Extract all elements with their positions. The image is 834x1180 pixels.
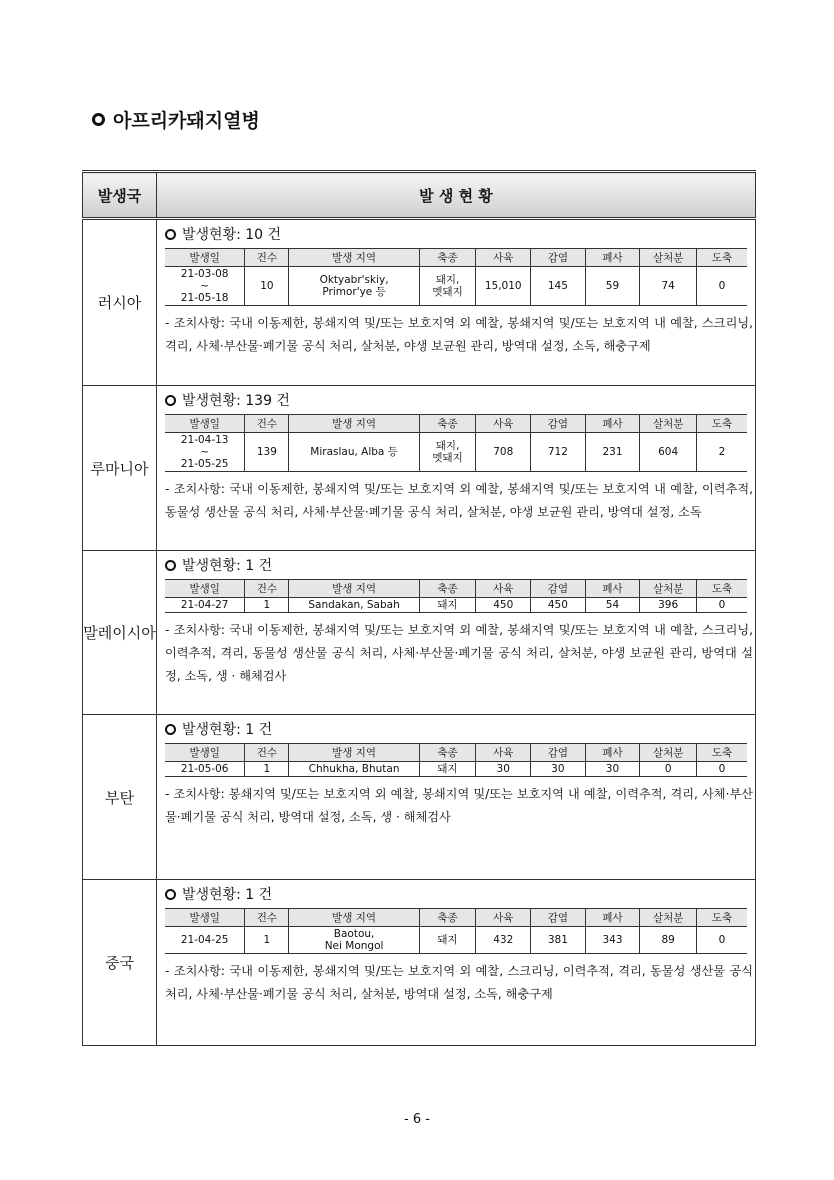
column-header: 폐사 bbox=[585, 580, 640, 598]
table-cell: 708 bbox=[476, 433, 531, 472]
column-header: 축종 bbox=[419, 580, 476, 598]
column-header: 감염 bbox=[531, 249, 586, 267]
table-cell: 145 bbox=[531, 267, 586, 306]
status-line bbox=[165, 884, 755, 904]
circle-bullet-icon bbox=[165, 889, 176, 900]
table-cell: 59 bbox=[585, 267, 640, 306]
measures-text: - 조치사항: 국내 이동제한, 봉쇄지역 및/또는 보호지역 외 예찰, 스크리닝, 이력추적, 격리, 동물성 생산물 공식 처리, 사체·부산물·폐기물 공식 처리, 살처분, 방역대 설정, 소독, 해충구제 bbox=[165, 964, 753, 1002]
table-cell: 432 bbox=[476, 927, 531, 954]
table-cell: 343 bbox=[585, 927, 640, 954]
column-header: 건수 bbox=[245, 415, 289, 433]
column-header: 도축 bbox=[697, 415, 747, 433]
column-header: 사육 bbox=[476, 249, 531, 267]
country-name: 말레이시아 bbox=[83, 551, 157, 715]
table-cell: 돼지 bbox=[419, 762, 476, 777]
outbreak-detail-table bbox=[165, 743, 747, 777]
country-row bbox=[83, 715, 756, 880]
measures-text: - 조치사항: 국내 이동제한, 봉쇄지역 및/또는 보호지역 외 예찰, 봉쇄지역 및/또는 보호지역 내 예찰, 스크리닝, 격리, 사체·부산물·폐기물 공식 처리, 살처분, 야생 보균원 관리, 방역대 설정, 소독, 해충구제 bbox=[165, 316, 753, 354]
country-row bbox=[83, 386, 756, 551]
table-header bbox=[83, 172, 756, 219]
header-status: 발 생 현 황 bbox=[157, 172, 756, 219]
table-cell: 712 bbox=[531, 433, 586, 472]
country-name: 루마니아 bbox=[83, 386, 157, 551]
table-cell: 돼지, 멧돼지 bbox=[419, 267, 476, 306]
header-country: 발생국 bbox=[83, 172, 157, 219]
column-header: 폐사 bbox=[585, 744, 640, 762]
table-cell: 89 bbox=[640, 927, 697, 954]
table-cell: Baotou, Nei Mongol bbox=[289, 927, 419, 954]
table-cell: 74 bbox=[640, 267, 697, 306]
column-header: 축종 bbox=[419, 744, 476, 762]
column-header: 발생일 bbox=[165, 415, 245, 433]
table-cell: 54 bbox=[585, 598, 640, 613]
status-cell bbox=[157, 386, 756, 551]
column-header: 축종 bbox=[419, 249, 476, 267]
column-header: 감염 bbox=[531, 909, 586, 927]
status-text: 발생현황: 1 건 bbox=[182, 887, 273, 903]
table-cell: 1 bbox=[245, 762, 289, 777]
column-header: 폐사 bbox=[585, 249, 640, 267]
status-line bbox=[165, 719, 755, 739]
status-cell bbox=[157, 551, 756, 715]
circle-bullet-icon bbox=[165, 724, 176, 735]
column-header: 건수 bbox=[245, 744, 289, 762]
status-cell bbox=[157, 219, 756, 386]
table-cell: 396 bbox=[640, 598, 697, 613]
table-cell: 돼지 bbox=[419, 598, 476, 613]
column-header: 살처분 bbox=[640, 415, 697, 433]
column-header: 폐사 bbox=[585, 415, 640, 433]
table-cell: 21-04-13 ~ 21-05-25 bbox=[165, 433, 245, 472]
column-header: 발생일 bbox=[165, 580, 245, 598]
column-header: 살처분 bbox=[640, 909, 697, 927]
status-text: 발생현황: 1 건 bbox=[182, 722, 273, 738]
column-header: 발생 지역 bbox=[289, 415, 419, 433]
column-header: 축종 bbox=[419, 415, 476, 433]
column-header: 감염 bbox=[531, 744, 586, 762]
measures-text: - 조치사항: 국내 이동제한, 봉쇄지역 및/또는 보호지역 외 예찰, 봉쇄지역 및/또는 보호지역 내 예찰, 스크리닝, 이력추적, 격리, 동물성 생산물 공식 처리, 사체·부산물·폐기물 공식 처리, 살처분, 야생 보균원 관리, 방역대 설정, 소독, 생 · 해체검사 bbox=[165, 623, 753, 684]
column-header: 폐사 bbox=[585, 909, 640, 927]
column-header: 도축 bbox=[697, 580, 747, 598]
table-cell: 0 bbox=[697, 927, 747, 954]
column-header: 살처분 bbox=[640, 249, 697, 267]
outbreak-table bbox=[82, 170, 756, 1046]
table-cell: 450 bbox=[531, 598, 586, 613]
page-number: - 6 - bbox=[404, 1112, 430, 1127]
column-header: 도축 bbox=[697, 909, 747, 927]
status-text: 발생현황: 139 건 bbox=[182, 393, 290, 409]
table-cell: 0 bbox=[697, 762, 747, 777]
table-cell: 0 bbox=[697, 267, 747, 306]
column-header: 발생 지역 bbox=[289, 909, 419, 927]
country-name: 중국 bbox=[83, 880, 157, 1046]
table-cell: 231 bbox=[585, 433, 640, 472]
table-cell: 0 bbox=[697, 598, 747, 613]
country-row bbox=[83, 551, 756, 715]
column-header: 도축 bbox=[697, 744, 747, 762]
column-header: 살처분 bbox=[640, 744, 697, 762]
measures-text: - 조치사항: 국내 이동제한, 봉쇄지역 및/또는 보호지역 외 예찰, 봉쇄지역 및/또는 보호지역 내 예찰, 이력추적, 동물성 생산물 공식 처리, 사체·부산물·폐기물 공식 처리, 살처분, 야생 보균원 관리, 방역대 설정, 소독 bbox=[165, 482, 753, 520]
table-cell: 15,010 bbox=[476, 267, 531, 306]
table-cell: 10 bbox=[245, 267, 289, 306]
column-header: 사육 bbox=[476, 909, 531, 927]
circle-bullet-icon bbox=[165, 560, 176, 571]
circle-bullet-icon bbox=[165, 395, 176, 406]
country-name: 부탄 bbox=[83, 715, 157, 880]
column-header: 사육 bbox=[476, 580, 531, 598]
outbreak-detail-table bbox=[165, 414, 747, 472]
column-header: 발생일 bbox=[165, 249, 245, 267]
table-cell: Oktyabr'skiy, Primor'ye 등 bbox=[289, 267, 419, 306]
column-header: 사육 bbox=[476, 744, 531, 762]
column-header: 살처분 bbox=[640, 580, 697, 598]
table-cell: Chhukha, Bhutan bbox=[289, 762, 419, 777]
table-cell: 604 bbox=[640, 433, 697, 472]
table-cell: 1 bbox=[245, 598, 289, 613]
section-title-text: 아프리카돼지열병 bbox=[113, 110, 260, 132]
table-cell: 돼지 bbox=[419, 927, 476, 954]
measures-text: - 조치사항: 봉쇄지역 및/또는 보호지역 외 예찰, 봉쇄지역 및/또는 보호지역 내 예찰, 이력추적, 격리, 사체·부산물·폐기물 공식 처리, 방역대 설정, 소독, 생 · 해체검사 bbox=[165, 787, 753, 825]
table-cell: 0 bbox=[640, 762, 697, 777]
table-cell: 30 bbox=[585, 762, 640, 777]
country-name: 러시아 bbox=[83, 219, 157, 386]
column-header: 발생일 bbox=[165, 744, 245, 762]
table-cell: 21-03-08 ~ 21-05-18 bbox=[165, 267, 245, 306]
status-line bbox=[165, 390, 755, 410]
table-cell: 450 bbox=[476, 598, 531, 613]
table-cell: Miraslau, Alba 등 bbox=[289, 433, 419, 472]
column-header: 사육 bbox=[476, 415, 531, 433]
table-cell: 30 bbox=[531, 762, 586, 777]
table-cell: Sandakan, Sabah bbox=[289, 598, 419, 613]
column-header: 발생 지역 bbox=[289, 249, 419, 267]
column-header: 건수 bbox=[245, 249, 289, 267]
column-header: 건수 bbox=[245, 580, 289, 598]
column-header: 발생일 bbox=[165, 909, 245, 927]
table-cell: 돼지, 멧돼지 bbox=[419, 433, 476, 472]
column-header: 발생 지역 bbox=[289, 744, 419, 762]
outbreak-detail-table bbox=[165, 248, 747, 306]
table-cell: 381 bbox=[531, 927, 586, 954]
outbreak-detail-table bbox=[165, 908, 747, 954]
table-cell: 2 bbox=[697, 433, 747, 472]
column-header: 건수 bbox=[245, 909, 289, 927]
status-text: 발생현황: 1 건 bbox=[182, 558, 273, 574]
table-cell: 1 bbox=[245, 927, 289, 954]
table-cell: 30 bbox=[476, 762, 531, 777]
column-header: 도축 bbox=[697, 249, 747, 267]
status-cell bbox=[157, 880, 756, 1046]
table-cell: 21-04-27 bbox=[165, 598, 245, 613]
table-cell: 139 bbox=[245, 433, 289, 472]
outbreak-detail-table bbox=[165, 579, 747, 613]
table-cell: 21-05-06 bbox=[165, 762, 245, 777]
circle-bullet-icon bbox=[92, 113, 105, 126]
country-row bbox=[83, 880, 756, 1046]
status-text: 발생현황: 10 건 bbox=[182, 227, 282, 243]
column-header: 감염 bbox=[531, 415, 586, 433]
status-cell bbox=[157, 715, 756, 880]
column-header: 감염 bbox=[531, 580, 586, 598]
status-line bbox=[165, 224, 755, 244]
table-cell: 21-04-25 bbox=[165, 927, 245, 954]
column-header: 축종 bbox=[419, 909, 476, 927]
country-row bbox=[83, 219, 756, 386]
status-line bbox=[165, 555, 755, 575]
section-title bbox=[92, 106, 260, 133]
column-header: 발생 지역 bbox=[289, 580, 419, 598]
circle-bullet-icon bbox=[165, 229, 176, 240]
